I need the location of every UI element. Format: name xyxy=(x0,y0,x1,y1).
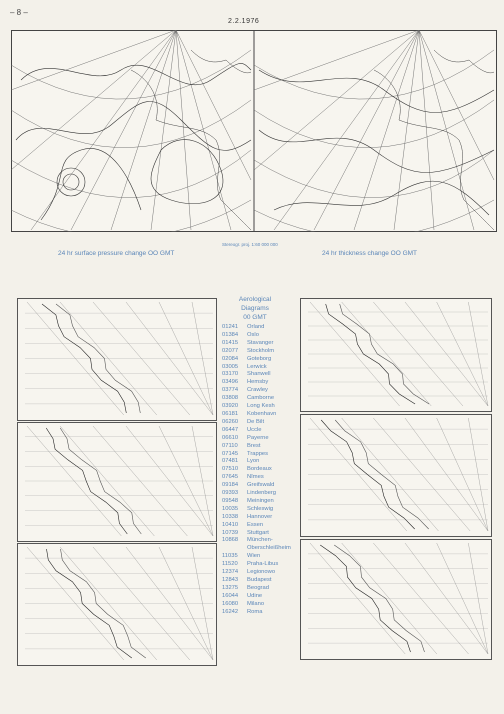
station-name: München- xyxy=(247,537,273,544)
aerological-title-line1: Aerological xyxy=(238,296,272,303)
station-code: 06610 xyxy=(222,434,239,441)
station-code: 01241 xyxy=(222,324,239,330)
station-name: Goteborg xyxy=(247,355,272,362)
station-code: 03774 xyxy=(222,387,239,394)
station-code: 03170 xyxy=(222,371,239,378)
station-code: 09184 xyxy=(222,482,239,489)
station-name: Lyon xyxy=(247,458,260,465)
station-name: Payerne xyxy=(247,434,269,441)
station-name: Orland xyxy=(247,324,265,330)
station-code: 03920 xyxy=(222,403,239,410)
left-map-caption: 24 hr surface pressure change OO GMT xyxy=(58,250,175,257)
station-name: Hemsby xyxy=(247,379,269,386)
station-code: 07510 xyxy=(222,466,239,473)
station-name: Bordeaux xyxy=(247,466,272,473)
station-code: 01384 xyxy=(222,331,239,338)
station-code: 07110 xyxy=(222,442,238,449)
aerological-title-line3: 00 GMT xyxy=(243,314,267,321)
station-name: Lerwick xyxy=(247,363,267,370)
diagram-plot xyxy=(308,418,488,531)
station-name: Udine xyxy=(247,592,263,599)
station-name: Meiningen xyxy=(247,497,274,504)
station-code: 03808 xyxy=(222,395,239,402)
diagram-plot xyxy=(25,547,213,660)
station-name: Trappes xyxy=(247,450,269,457)
station-name: Essen xyxy=(247,521,264,528)
station-code: 09393 xyxy=(222,490,239,497)
station-name: Nîmes xyxy=(247,474,264,481)
station-code: 06447 xyxy=(222,426,239,433)
station-name: Camborne xyxy=(247,395,275,402)
station-name: Oberschleißheim xyxy=(247,545,291,552)
station-name: Shanwell xyxy=(247,371,271,378)
projection-note: Stereogr. proj. 1:60 000 000 xyxy=(222,242,278,247)
station-code: 10338 xyxy=(222,513,239,520)
station-code: 16044 xyxy=(222,592,239,599)
station-code: 16242 xyxy=(222,608,239,615)
station-name: Kobenhavn xyxy=(247,410,277,417)
station-name: Budapest xyxy=(247,577,272,583)
station-name: Greifswald xyxy=(247,482,275,489)
station-name: Beograd xyxy=(247,584,269,591)
station-code: 11035 xyxy=(222,553,238,560)
station-code: 16080 xyxy=(222,600,239,607)
station-name: Lindenberg xyxy=(247,490,277,497)
station-code: 10410 xyxy=(222,521,239,528)
station-name: Uccle xyxy=(247,426,262,433)
station-code: 07481 xyxy=(222,458,239,465)
station-name: De Bilt xyxy=(247,418,265,425)
diagram-plot xyxy=(25,302,213,415)
station-name: Stockholm xyxy=(247,347,275,354)
station-code: 01415 xyxy=(222,339,239,346)
diagram-plot xyxy=(25,426,213,536)
station-code: 07145 xyxy=(222,450,239,457)
station-name: Crawley xyxy=(247,387,268,394)
station-name: Long Kesh xyxy=(247,403,275,410)
station-code: 07645 xyxy=(222,474,239,481)
station-code: 12374 xyxy=(222,569,239,576)
station-code: 02084 xyxy=(222,355,239,362)
station-code: 09548 xyxy=(222,497,239,504)
page-date: 2.2.1976 xyxy=(228,18,260,25)
station-name: Praha-Libus xyxy=(247,561,279,568)
station-name: Wien xyxy=(247,553,261,560)
station-name: Oslo xyxy=(247,331,259,338)
station-code: 10739 xyxy=(222,529,239,536)
aerological-title-line2: Diagrams xyxy=(241,305,269,312)
station-name: Stuttgart xyxy=(247,529,269,536)
station-name: Milano xyxy=(247,600,265,607)
right-map-caption: 24 hr thickness change OO GMT xyxy=(322,250,418,257)
station-code: 06181 xyxy=(222,410,239,417)
station-code: 11520 xyxy=(222,561,238,568)
station-name: Brest xyxy=(247,442,261,449)
diagram-plot xyxy=(308,543,488,654)
diagram-plot xyxy=(308,302,488,406)
station-name: Stavanger xyxy=(247,339,274,346)
station-name: Schleswig xyxy=(247,505,274,512)
station-code: 03496 xyxy=(222,379,239,386)
page-number: – 8 – xyxy=(10,8,28,17)
station-name: Hannover xyxy=(247,513,273,520)
station-code: 12843 xyxy=(222,577,239,583)
station-code: 10868 xyxy=(222,537,239,544)
station-code: 13275 xyxy=(222,584,239,591)
station-name: Legionowo xyxy=(247,569,276,576)
station-code: 10035 xyxy=(222,505,239,512)
station-code: 03005 xyxy=(222,363,239,370)
station-name: Roma xyxy=(247,608,263,615)
station-code: 02077 xyxy=(222,347,239,354)
station-code: 06260 xyxy=(222,418,239,425)
